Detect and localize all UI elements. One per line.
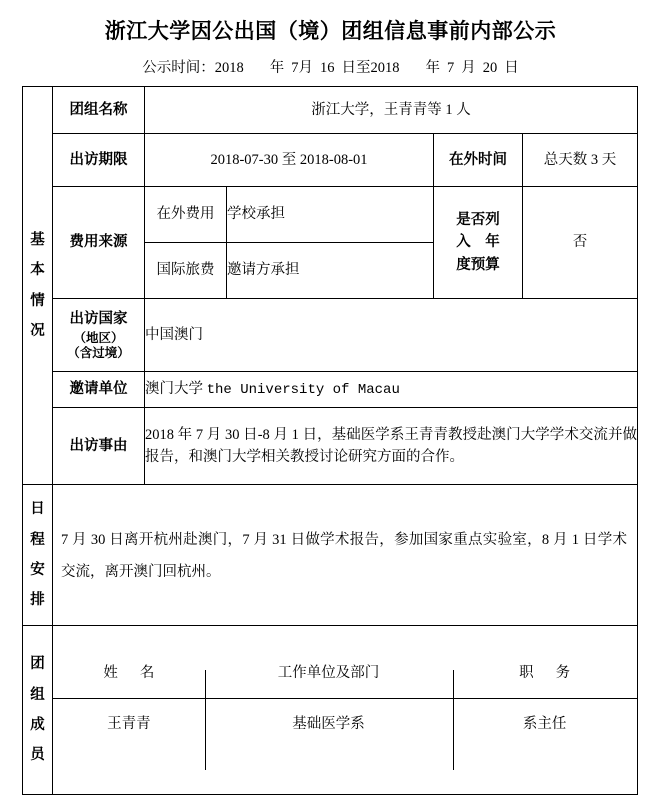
inviting-unit-cn: 澳门大学 — [145, 380, 203, 397]
budget-label-line-2: 入 年 — [456, 234, 500, 251]
members-header-post-a: 职 — [519, 664, 534, 681]
section-label-schedule — [23, 485, 53, 626]
table-row-inviting-unit — [23, 372, 638, 408]
notice-end-day: 20 — [482, 60, 498, 76]
value-in-annual-budget: 否 — [523, 187, 638, 299]
members-header-name — [53, 648, 205, 698]
table-row-destination-country — [23, 299, 638, 372]
member-post: 系主任 — [522, 715, 567, 732]
section-label-members — [23, 626, 53, 795]
label-purpose: 出访事由 — [53, 408, 145, 485]
budget-label-line-3: 度预算 — [456, 256, 500, 273]
notice-month-unit-1: 月 — [298, 60, 313, 76]
members-header-org: 工作单位及部门 — [277, 664, 380, 681]
label-destination-country-sub1: （地区） — [73, 330, 124, 345]
label-funding-source: 费用来源 — [53, 187, 145, 299]
notice-start-day: 16 — [320, 60, 335, 76]
member-name: 王青青 — [107, 715, 151, 732]
table-row-purpose — [23, 408, 638, 485]
notice-period-line — [0, 47, 661, 78]
notice-end-month: 7 — [447, 60, 455, 76]
basic-info-char-3: 情 — [30, 292, 45, 309]
members-header-name-b: 名 — [139, 664, 155, 681]
notice-day-unit-1: 日 — [341, 60, 356, 76]
basic-info-char-1: 基 — [30, 231, 45, 248]
label-visit-period: 出访期限 — [53, 134, 145, 187]
basic-info-char-2: 本 — [30, 262, 45, 279]
notice-start-month: 7 — [291, 60, 299, 76]
page-title: 浙江大学因公出国（境）团组信息事前内部公示 — [104, 20, 557, 43]
section-label-basic-info — [23, 87, 53, 485]
notice-month-unit-2: 月 — [461, 60, 476, 76]
members-column-divider-1 — [205, 670, 206, 770]
form-table — [22, 86, 638, 795]
member-org: 基础医学系 — [292, 715, 365, 732]
schedule-char-4: 排 — [30, 592, 45, 609]
label-destination-country-sub2: （含过境） — [67, 346, 130, 361]
members-char-2: 组 — [30, 686, 45, 703]
label-in-annual-budget — [434, 187, 523, 299]
label-destination-country — [53, 299, 145, 372]
notice-day-unit-2: 日 — [504, 60, 519, 76]
form-table-wrapper — [22, 86, 637, 795]
table-row-schedule — [23, 485, 638, 626]
schedule-char-1: 日 — [30, 501, 45, 518]
members-header-post-b: 务 — [555, 664, 571, 681]
value-inviting-unit — [145, 372, 638, 408]
members-header-name-a: 姓 — [103, 664, 118, 681]
value-funding-international-travel: 邀请方承担 — [227, 243, 434, 299]
label-inviting-unit: 邀请单位 — [53, 372, 145, 408]
value-schedule-cell — [53, 485, 638, 626]
basic-info-char-4: 况 — [30, 322, 45, 339]
notice-start-year: 2018 — [214, 60, 244, 76]
label-group-name: 团组名称 — [53, 87, 145, 134]
members-column-divider-2 — [453, 670, 454, 770]
value-destination-country: 中国澳门 — [145, 299, 638, 372]
label-days-abroad: 在外时间 — [434, 134, 523, 187]
notice-to: 至 — [356, 60, 371, 76]
value-schedule: 7 月 30 日离开杭州赴澳门，7 月 31 日做学术报告，参加国家重点实验室，8 月 1 日学术交流，离开澳门回杭州。 — [61, 532, 627, 580]
members-char-1: 团 — [30, 656, 45, 673]
notice-year-unit-2: 年 — [425, 60, 440, 76]
value-visit-period: 2018-07-30 至 2018-08-01 — [145, 134, 434, 187]
table-row — [53, 699, 637, 749]
members-header-post — [452, 648, 637, 698]
schedule-char-3: 安 — [30, 562, 45, 578]
notice-year-unit-1: 年 — [269, 60, 285, 76]
value-group-name: 浙江大学，王青青等 1 人 — [145, 87, 638, 134]
members-grid — [53, 648, 637, 794]
table-row-members — [23, 626, 638, 795]
table-row-funding-overseas — [23, 187, 638, 243]
label-destination-country-main: 出访国家 — [69, 311, 128, 328]
inviting-unit-en: the University of Macau — [206, 381, 400, 398]
budget-label-line-1: 是否列 — [456, 211, 500, 228]
members-table-cell — [53, 626, 638, 795]
value-funding-overseas-expense: 学校承担 — [227, 187, 434, 243]
members-char-4: 员 — [30, 747, 45, 764]
table-row-visit-period — [23, 134, 638, 187]
label-funding-overseas-expense: 在外费用 — [145, 187, 227, 243]
table-row-group-name — [23, 87, 638, 134]
value-purpose: 2018 年 7 月 30 日-8 月 1 日，基础医学系王青青教授赴澳门大学学术交流并做报告，和澳门大学相关教授讨论研究方面的合作。 — [145, 408, 638, 485]
members-header-row — [53, 648, 637, 699]
notice-period-prefix: 公示时间： — [142, 60, 215, 76]
members-char-3: 成 — [30, 717, 45, 733]
schedule-char-2: 程 — [30, 531, 45, 548]
label-funding-international-travel: 国际旅费 — [145, 243, 227, 299]
notice-end-year: 2018 — [370, 60, 400, 76]
value-days-abroad: 总天数 3 天 — [523, 134, 638, 187]
